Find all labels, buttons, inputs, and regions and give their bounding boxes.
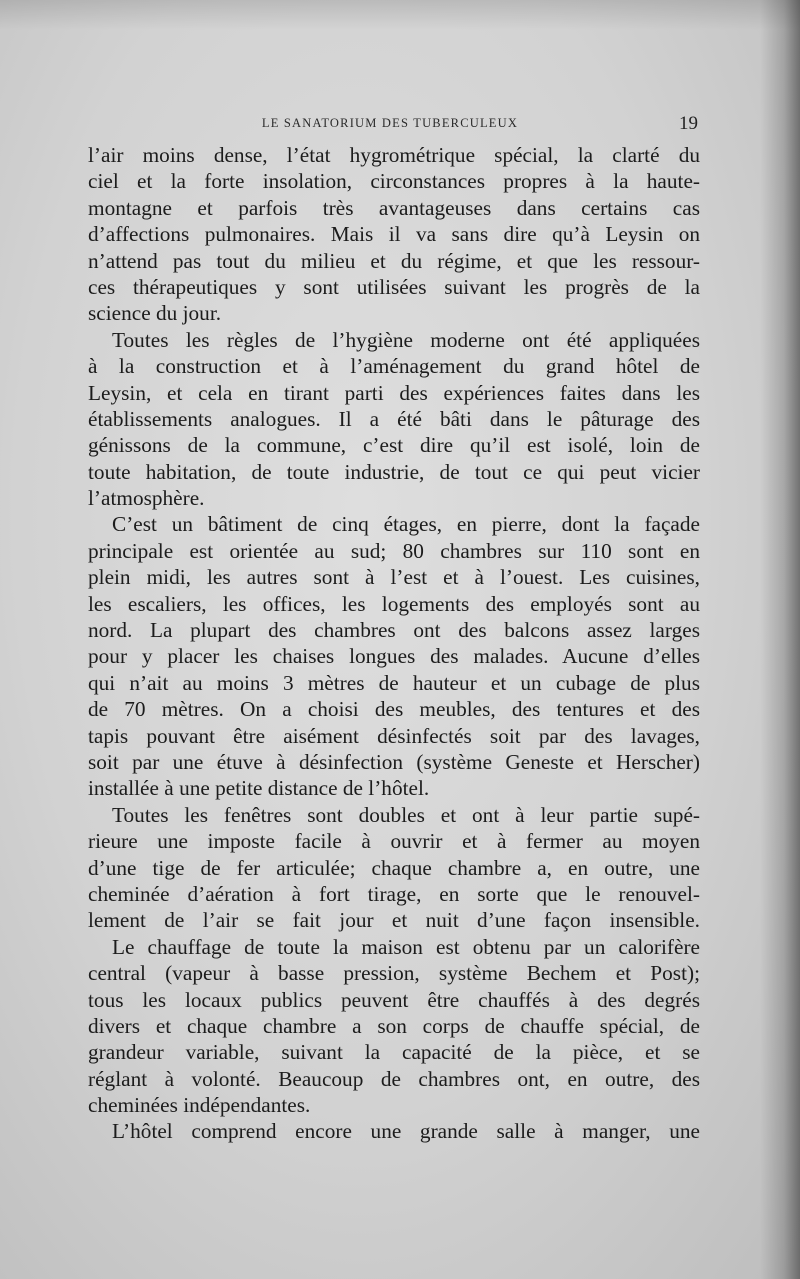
text-line: central (vapeur à basse pression, système Bechem et Post); — [88, 961, 700, 986]
text-line: pour y placer les chaises longues des malades. Aucune d’elles — [88, 644, 700, 669]
text-line: science du jour. — [88, 301, 222, 326]
text-line: soit par une étuve à désinfection (système Geneste et Herscher) — [88, 749, 700, 774]
text-line: grandeur variable, suivant la capacité de la pièce, et se — [88, 1040, 700, 1065]
text-line: tous les locaux publics peuvent être chauffés à des degrés — [88, 987, 700, 1012]
text-line: rieure une imposte facile à ouvrir et à fermer au moyen — [88, 829, 700, 854]
text-line: cheminée d’aération à fort tirage, en sorte que le renouvel- — [88, 881, 700, 906]
text-line: tapis pouvant être aisément désinfectés soit par des lavages, — [88, 723, 700, 748]
text-line: réglant à volonté. Beaucoup de chambres ont, en outre, des — [88, 1066, 700, 1091]
text-line: plein midi, les autres sont à l’est et à l’ouest. Les cuisines, — [88, 565, 700, 590]
text-line: principale est orientée au sud; 80 chambres sur 110 sont en — [88, 538, 700, 563]
text-line: n’attend pas tout du milieu et du régime, et que les ressour- — [88, 248, 700, 273]
text-line: divers et chaque chambre a son corps de chauffe spécial, de — [88, 1013, 700, 1038]
text-line: ciel et la forte insolation, circonstances propres à la haute- — [88, 169, 700, 194]
text-line: montagne et parfois très avantageuses dans certains cas — [88, 195, 700, 220]
running-head-title: LE SANATORIUM DES TUBERCULEUX — [261, 116, 519, 130]
text-line: Toutes les règles de l’hygiène moderne ont été appliquées — [112, 327, 700, 352]
text-line: ces thérapeutiques y sont utilisées suivant les progrès de la — [88, 274, 700, 299]
text-line: lement de l’air se fait jour et nuit d’une façon insensible. — [88, 908, 700, 933]
page-number: 19 — [679, 113, 698, 134]
text-line: à la construction et à l’aménagement du grand hôtel de — [88, 354, 700, 379]
page-top-shadow — [0, 0, 800, 30]
text-line: de 70 mètres. On a choisi des meubles, des tentures et des — [88, 697, 700, 722]
text-line: les escaliers, les offices, les logements des employés sont au — [88, 591, 700, 616]
text-line: installée à une petite distance de l’hôtel. — [88, 776, 430, 801]
body-text — [88, 142, 700, 1145]
text-line: Leysin, et cela en tirant parti des expériences faites dans les — [88, 380, 700, 405]
text-line: l’atmosphère. — [88, 486, 205, 511]
text-line: cheminées indépendantes. — [88, 1093, 311, 1118]
text-line: établissements analogues. Il a été bâti dans le pâturage des — [88, 406, 700, 431]
text-line: l’air moins dense, l’état hygrométrique spécial, la clarté du — [88, 143, 700, 167]
text-line: Toutes les fenêtres sont doubles et ont à leur partie supé- — [112, 802, 700, 827]
text-line: L’hôtel comprend encore une grande salle à manger, une — [112, 1119, 700, 1144]
text-line: toute habitation, de toute industrie, de tout ce qui peut vicier — [88, 459, 700, 484]
text-line: nord. La plupart des chambres ont des balcons assez larges — [88, 618, 700, 643]
text-line: C’est un bâtiment de cinq étages, en pierre, dont la façade — [112, 512, 700, 537]
text-line: génissons de la commune, c’est dire qu’il est isolé, loin de — [88, 433, 700, 458]
text-line: d’affections pulmonaires. Mais il va sans dire qu’à Leysin on — [88, 222, 700, 247]
text-line: Le chauffage de toute la maison est obtenu par un calorifère — [112, 934, 700, 959]
text-line: qui n’ait au moins 3 mètres de hauteur et un cubage de plus — [88, 670, 700, 695]
page-edge-shadow — [760, 0, 800, 1279]
running-head — [88, 113, 698, 136]
text-line: d’une tige de fer articulée; chaque chambre a, en outre, une — [88, 855, 700, 880]
